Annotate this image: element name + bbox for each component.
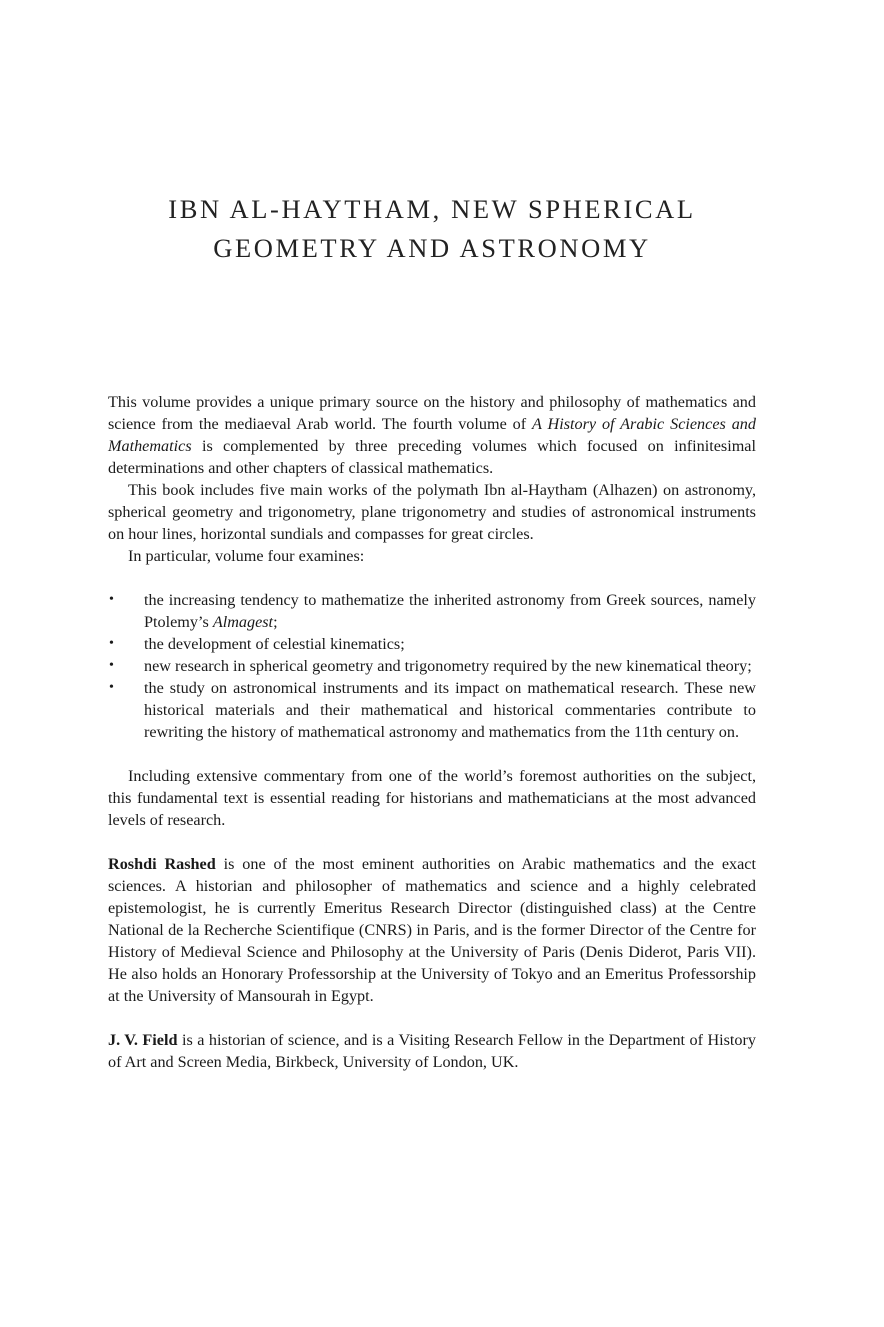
list-item xyxy=(108,633,756,655)
intro-paragraph-3: In particular, volume four examines: xyxy=(128,547,365,565)
book-description xyxy=(108,391,756,1073)
spacer xyxy=(108,743,756,765)
list-item-text-end: ; xyxy=(273,613,278,631)
list-item-text: the development of celestial kinematics; xyxy=(144,635,405,653)
bullet-icon: • xyxy=(109,592,114,607)
bullet-icon: • xyxy=(109,680,114,695)
book-title xyxy=(108,190,756,268)
intro-text-b: is complemented by three preceding volumes which focused on infinitesimal determinations and other chapters of classical mathematics. xyxy=(108,437,756,477)
list-item xyxy=(108,677,756,743)
author-name: J. V. Field xyxy=(108,1031,178,1049)
book-title-line-2: GEOMETRY AND ASTRONOMY xyxy=(213,233,651,263)
list-item-text: the study on astronomical instruments and its impact on mathematical research. These new historical materials and their mathematical and historical commentaries contribute to rewriting the history of mathematical astronomy and mathematics from the 11th century on. xyxy=(144,679,756,741)
spacer xyxy=(108,831,756,853)
series-title: A History of Arabic Sciences and Mathematics xyxy=(108,415,756,455)
author-bio-text: is one of the most eminent authorities on Arabic mathematics and the exact sciences. A historian and philosopher of mathematics and science and a highly celebrated epistemologist, he is currently Emeritus Research Director (distinguished class) at the Centre National de la Recherche Scientifique (CNRS) in Paris, and is the former Director of the Centre for History of Medieval Science and Philosophy at the University of Paris (Denis Diderot, Paris VII). He also holds an Honorary Professorship at the University of Tokyo and an Emeritus Professorship at the University of Mansourah in Egypt. xyxy=(108,855,756,1005)
intro-paragraph-1 xyxy=(108,391,756,479)
intro-text-a: This volume provides a unique primary source on the history and philosophy of mathematics and science from the mediaeval Arab world. The fourth volume of xyxy=(108,393,756,433)
list-item xyxy=(108,655,756,677)
list-item xyxy=(108,589,756,633)
bullet-icon: • xyxy=(109,658,114,673)
intro-paragraph-2: This book includes five main works of the polymath Ibn al-Haytham (Alhazen) on astronomy, spherical geometry and trigonometry, plane trigonometry and studies of astronomical instruments on hour lines, horizontal sundials and compasses for great circles. xyxy=(108,481,756,543)
almagest-title: Almagest xyxy=(212,613,274,631)
spacer xyxy=(108,567,756,589)
commentary-paragraph: Including extensive commentary from one of the world’s foremost authorities on the subject, this fundamental text is essential reading for historians and mathematicians at the most advanced levels of research. xyxy=(108,767,756,829)
list-item-text: the increasing tendency to mathematize the inherited astronomy from Greek sources, namely Ptolemy’s xyxy=(144,591,756,631)
book-title-line-1: IBN AL-HAYTHAM, NEW SPHERICAL xyxy=(168,194,696,224)
list-item-text: new research in spherical geometry and trigonometry required by the new kinematical theory; xyxy=(144,657,752,675)
spacer xyxy=(108,1007,756,1029)
bullet-icon: • xyxy=(109,636,114,651)
author-bio-rashed xyxy=(108,853,756,1007)
author-bio-text: is a historian of science, and is a Visiting Research Fellow in the Department of History of Art and Screen Media, Birkbeck, University of London, UK. xyxy=(108,1031,757,1071)
author-bio-field xyxy=(108,1029,756,1073)
topics-list xyxy=(108,589,756,743)
author-name: Roshdi Rashed xyxy=(108,855,216,873)
